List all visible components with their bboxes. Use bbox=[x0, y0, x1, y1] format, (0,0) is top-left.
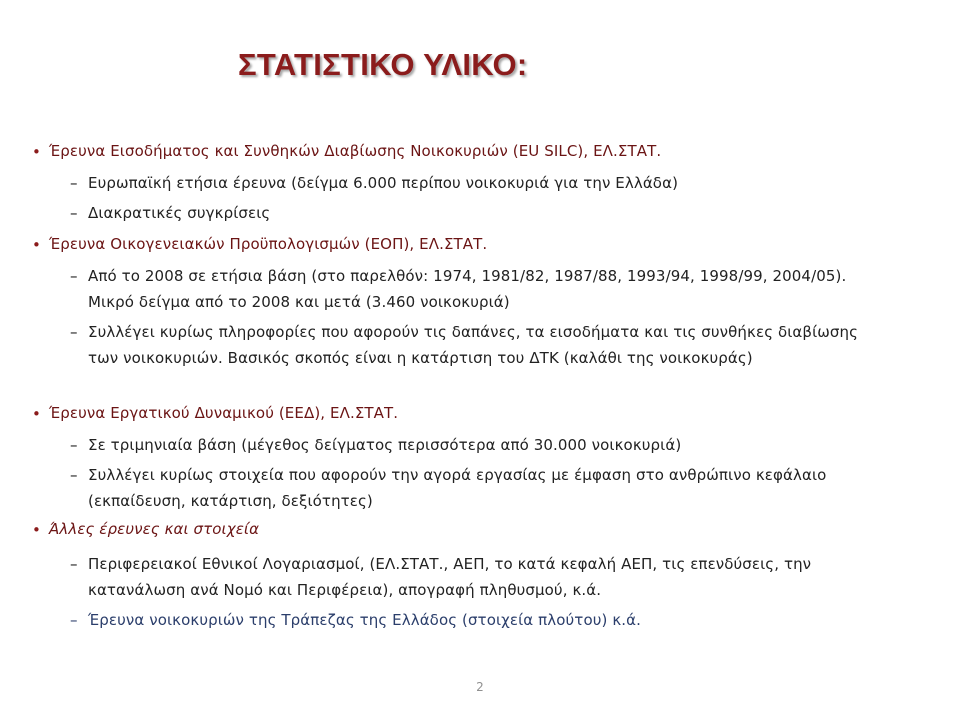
sub-item: Συλλέγει κυρίως πληροφορίες που αφορούν τις δαπάνες, τα εισοδήματα και τις συνθήκες διαβίωσης των νοικοκυριών. Βασικός σκοπός είναι η κατάρτιση του ΔΤΚ (καλάθι της νοικοκυράς) bbox=[88, 323, 859, 367]
dash-marker: – bbox=[70, 174, 78, 192]
dash-marker: – bbox=[70, 204, 78, 222]
dash-marker: – bbox=[70, 267, 78, 285]
dash-marker: – bbox=[70, 323, 78, 341]
sub-item: Ευρωπαϊκή ετήσια έρευνα (δείγμα 6.000 περίπου νοικοκυριά για την Ελλάδα) bbox=[88, 174, 679, 192]
bullet-marker: • bbox=[32, 521, 41, 539]
sub-item-bank-of-greece: Έρευνα νοικοκυριών της Τράπεζας της Ελλάδος (στοιχεία πλούτου) κ.ά. bbox=[88, 611, 641, 629]
dash-marker: – bbox=[70, 555, 78, 573]
sub-item: Από το 2008 σε ετήσια βάση (στο παρελθόν: 1974, 1981/82, 1987/88, 1993/94, 1998/99, 2004/05). Μικρό δείγμα από το 2008 και μετά (3.460 νοικοκυριά) bbox=[88, 267, 847, 311]
sub-item: Σε τριμηνιαία βάση (μέγεθος δείγματος περισσότερα από 30.000 νοικοκυριά) bbox=[88, 436, 682, 454]
bullet-marker: • bbox=[32, 405, 41, 423]
bullet-marker: • bbox=[32, 143, 41, 161]
section-heading-other: Άλλες έρευνες και στοιχεία bbox=[49, 520, 260, 538]
sub-item: Περιφερειακοί Εθνικοί Λογαριασμοί, (ΕΛ.ΣΤΑΤ., ΑΕΠ, το κατά κεφαλή ΑΕΠ, τις επενδύσεις, την κατανάλωση ανά Νομό και Περιφέρεια), απογραφή πληθυσμού, κ.ά. bbox=[88, 555, 812, 599]
bullet-marker: • bbox=[32, 236, 41, 254]
page-number: 2 bbox=[476, 680, 484, 694]
section-heading-eu-silc: Έρευνα Εισοδήματος και Συνθηκών Διαβίωσης Νοικοκυριών (EU SILC), ΕΛ.ΣΤΑΤ. bbox=[49, 142, 662, 160]
dash-marker: – bbox=[70, 611, 78, 629]
sub-item: Συλλέγει κυρίως στοιχεία που αφορούν την αγορά εργασίας με έμφαση στο ανθρώπινο κεφάλαιο (εκπαίδευση, κατάρτιση, δεξιότητες) bbox=[88, 466, 827, 510]
slide-title: ΣΤΑΤΙΣΤΙΚΟ ΥΛΙΚΟ: bbox=[238, 47, 528, 82]
dash-marker: – bbox=[70, 436, 78, 454]
section-heading-eop: Έρευνα Οικογενειακών Προϋπολογισμών (ΕΟΠ), ΕΛ.ΣΤΑΤ. bbox=[49, 235, 488, 253]
dash-marker: – bbox=[70, 466, 78, 484]
sub-item: Διακρατικές συγκρίσεις bbox=[88, 204, 271, 222]
section-heading-eed: Έρευνα Εργατικού Δυναμικού (ΕΕΔ), ΕΛ.ΣΤΑΤ. bbox=[49, 404, 399, 422]
